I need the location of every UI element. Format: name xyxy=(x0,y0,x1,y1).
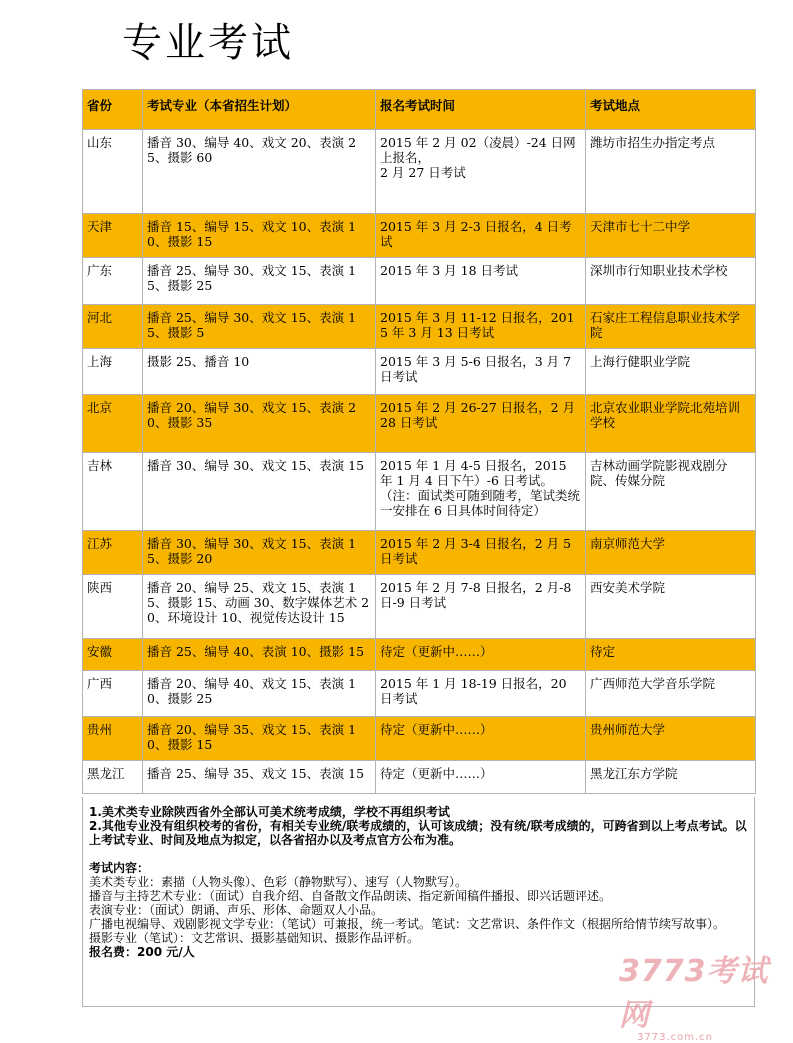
province-cell: 广东 xyxy=(83,258,143,305)
majors-cell: 摄影 25、播音 10 xyxy=(143,349,376,395)
time-cell: 待定（更新中……） xyxy=(376,639,586,671)
table-row xyxy=(83,130,756,214)
province-cell: 安徽 xyxy=(83,639,143,671)
content-line-acting: 表演专业：（面试）朗诵、声乐、形体、命题双人小品。 xyxy=(89,903,384,917)
time-cell: 待定（更新中……） xyxy=(376,717,586,761)
location-cell: 深圳市行知职业技术学校 xyxy=(586,258,756,305)
table-row xyxy=(83,717,756,761)
watermark-logo xyxy=(619,946,789,1043)
majors-cell: 播音 30、编导 30、戏文 15、表演 15、摄影 20 xyxy=(143,531,376,575)
table-row xyxy=(83,453,756,531)
location-cell: 西安美术学院 xyxy=(586,575,756,639)
time-cell: 2015 年 2 月 7-8 日报名，2 月-8 日-9 日考试 xyxy=(376,575,586,639)
majors-cell: 播音 30、编导 40、戏文 20、表演 25、摄影 60 xyxy=(143,130,376,214)
location-cell: 贵州师范大学 xyxy=(586,717,756,761)
province-cell: 黑龙江 xyxy=(83,761,143,794)
table-row xyxy=(83,671,756,717)
location-cell: 待定 xyxy=(586,639,756,671)
watermark-url: 3773.com.cn xyxy=(637,1032,713,1043)
content-line-directing: 广播电视编导、戏剧影视文学专业：（笔试）可兼报，统一考试。笔试：文艺常识、条件作文（根据所给情节续写故事）。 xyxy=(89,917,726,931)
time-cell: 2015 年 1 月 4-5 日报名，2015 年 1 月 4 日下午）-6 日考试。（注：面试类可随到随考，笔试类统一安排在 6 日具体时间待定） xyxy=(376,453,586,531)
majors-cell: 播音 20、编导 25、戏文 15、表演 15、摄影 15、动画 30、数字媒体艺术 20、环境设计 10、视觉传达设计 15 xyxy=(143,575,376,639)
location-cell: 北京农业职业学院北苑培训学校 xyxy=(586,395,756,453)
header-majors: 考试专业（本省招生计划） xyxy=(143,90,376,130)
province-cell: 广西 xyxy=(83,671,143,717)
table-row xyxy=(83,531,756,575)
content-line-art: 美术类专业：素描（人物头像）、色彩（静物默写）、速写（人物默写）。 xyxy=(89,875,468,889)
location-cell: 广西师范大学音乐学院 xyxy=(586,671,756,717)
location-cell: 南京师范大学 xyxy=(586,531,756,575)
province-cell: 贵州 xyxy=(83,717,143,761)
time-cell: 2015 年 2 月 3-4 日报名，2 月 5 日考试 xyxy=(376,531,586,575)
province-cell: 上海 xyxy=(83,349,143,395)
province-cell: 吉林 xyxy=(83,453,143,531)
location-cell: 天津市七十二中学 xyxy=(586,214,756,258)
watermark-logo-text: 3773考试网 xyxy=(619,954,769,1033)
location-cell: 潍坊市招生办指定考点 xyxy=(586,130,756,214)
table-row xyxy=(83,305,756,349)
table-header-row xyxy=(83,90,756,130)
note-1: 1.美术类专业除陕西省外全部认可美术统考成绩，学校不再组织考试 xyxy=(89,805,450,819)
province-cell: 天津 xyxy=(83,214,143,258)
header-time: 报名考试时间 xyxy=(376,90,586,130)
location-cell: 上海行健职业学院 xyxy=(586,349,756,395)
content-line-photography: 摄影专业（笔试）：文艺常识、摄影基础知识、摄影作品评析。 xyxy=(89,931,420,945)
majors-cell: 播音 20、编导 40、戏文 15、表演 10、摄影 25 xyxy=(143,671,376,717)
location-cell: 黑龙江东方学院 xyxy=(586,761,756,794)
majors-cell: 播音 25、编导 35、戏文 15、表演 15 xyxy=(143,761,376,794)
content-line-broadcast: 播音与主持艺术专业：（面试）自我介绍、自备散文作品朗读、指定新闻稿件播报、即兴话题评述。 xyxy=(89,889,612,903)
time-cell: 2015 年 3 月 5-6 日报名，3 月 7 日考试 xyxy=(376,349,586,395)
location-cell: 吉林动画学院影视戏剧分院、传媒分院 xyxy=(586,453,756,531)
page-title: 专业考试 xyxy=(122,20,294,66)
time-cell: 2015 年 1 月 18-19 日报名，20 日考试 xyxy=(376,671,586,717)
majors-cell: 播音 20、编导 35、戏文 15、表演 10、摄影 15 xyxy=(143,717,376,761)
content-heading: 考试内容： xyxy=(89,861,150,875)
header-province: 省份 xyxy=(83,90,143,130)
table-row xyxy=(83,639,756,671)
time-cell: 2015 年 3 月 2-3 日报名，4 日考试 xyxy=(376,214,586,258)
table-row xyxy=(83,349,756,395)
majors-cell: 播音 30、编导 30、戏文 15、表演 15 xyxy=(143,453,376,531)
majors-cell: 播音 25、编导 30、戏文 15、表演 15、摄影 25 xyxy=(143,258,376,305)
province-cell: 山东 xyxy=(83,130,143,214)
table-row xyxy=(83,214,756,258)
exam-table xyxy=(82,89,756,794)
time-cell: 2015 年 3 月 18 日考试 xyxy=(376,258,586,305)
majors-cell: 播音 20、编导 30、戏文 15、表演 20、摄影 35 xyxy=(143,395,376,453)
time-cell: 2015 年 2 月 26-27 日报名，2 月 28 日考试 xyxy=(376,395,586,453)
header-location: 考试地点 xyxy=(586,90,756,130)
registration-fee: 报名费：200 元/人 xyxy=(89,945,195,959)
location-cell: 石家庄工程信息职业技术学院 xyxy=(586,305,756,349)
time-cell: 待定（更新中……） xyxy=(376,761,586,794)
note-2: 2.其他专业没有组织校考的省份，有相关专业统/联考成绩的，认可该成绩；没有统/联考成绩的，可跨省到以上考点考试。以上考试专业、时间及地点为拟定，以各省招办以及考点官方公布为准。 xyxy=(89,819,747,847)
province-cell: 北京 xyxy=(83,395,143,453)
province-cell: 河北 xyxy=(83,305,143,349)
majors-cell: 播音 25、编导 30、戏文 15、表演 15、摄影 5 xyxy=(143,305,376,349)
province-cell: 陕西 xyxy=(83,575,143,639)
time-cell: 2015 年 3 月 11-12 日报名，2015 年 3 月 13 日考试 xyxy=(376,305,586,349)
table-row xyxy=(83,395,756,453)
table-row xyxy=(83,761,756,794)
table-row xyxy=(83,575,756,639)
province-cell: 江苏 xyxy=(83,531,143,575)
majors-cell: 播音 15、编导 15、戏文 10、表演 10、摄影 15 xyxy=(143,214,376,258)
table-row xyxy=(83,258,756,305)
time-cell: 2015 年 2 月 02（凌晨）-24 日网上报名， 2 月 27 日考试 xyxy=(376,130,586,214)
majors-cell: 播音 25、编导 40、表演 10、摄影 15 xyxy=(143,639,376,671)
